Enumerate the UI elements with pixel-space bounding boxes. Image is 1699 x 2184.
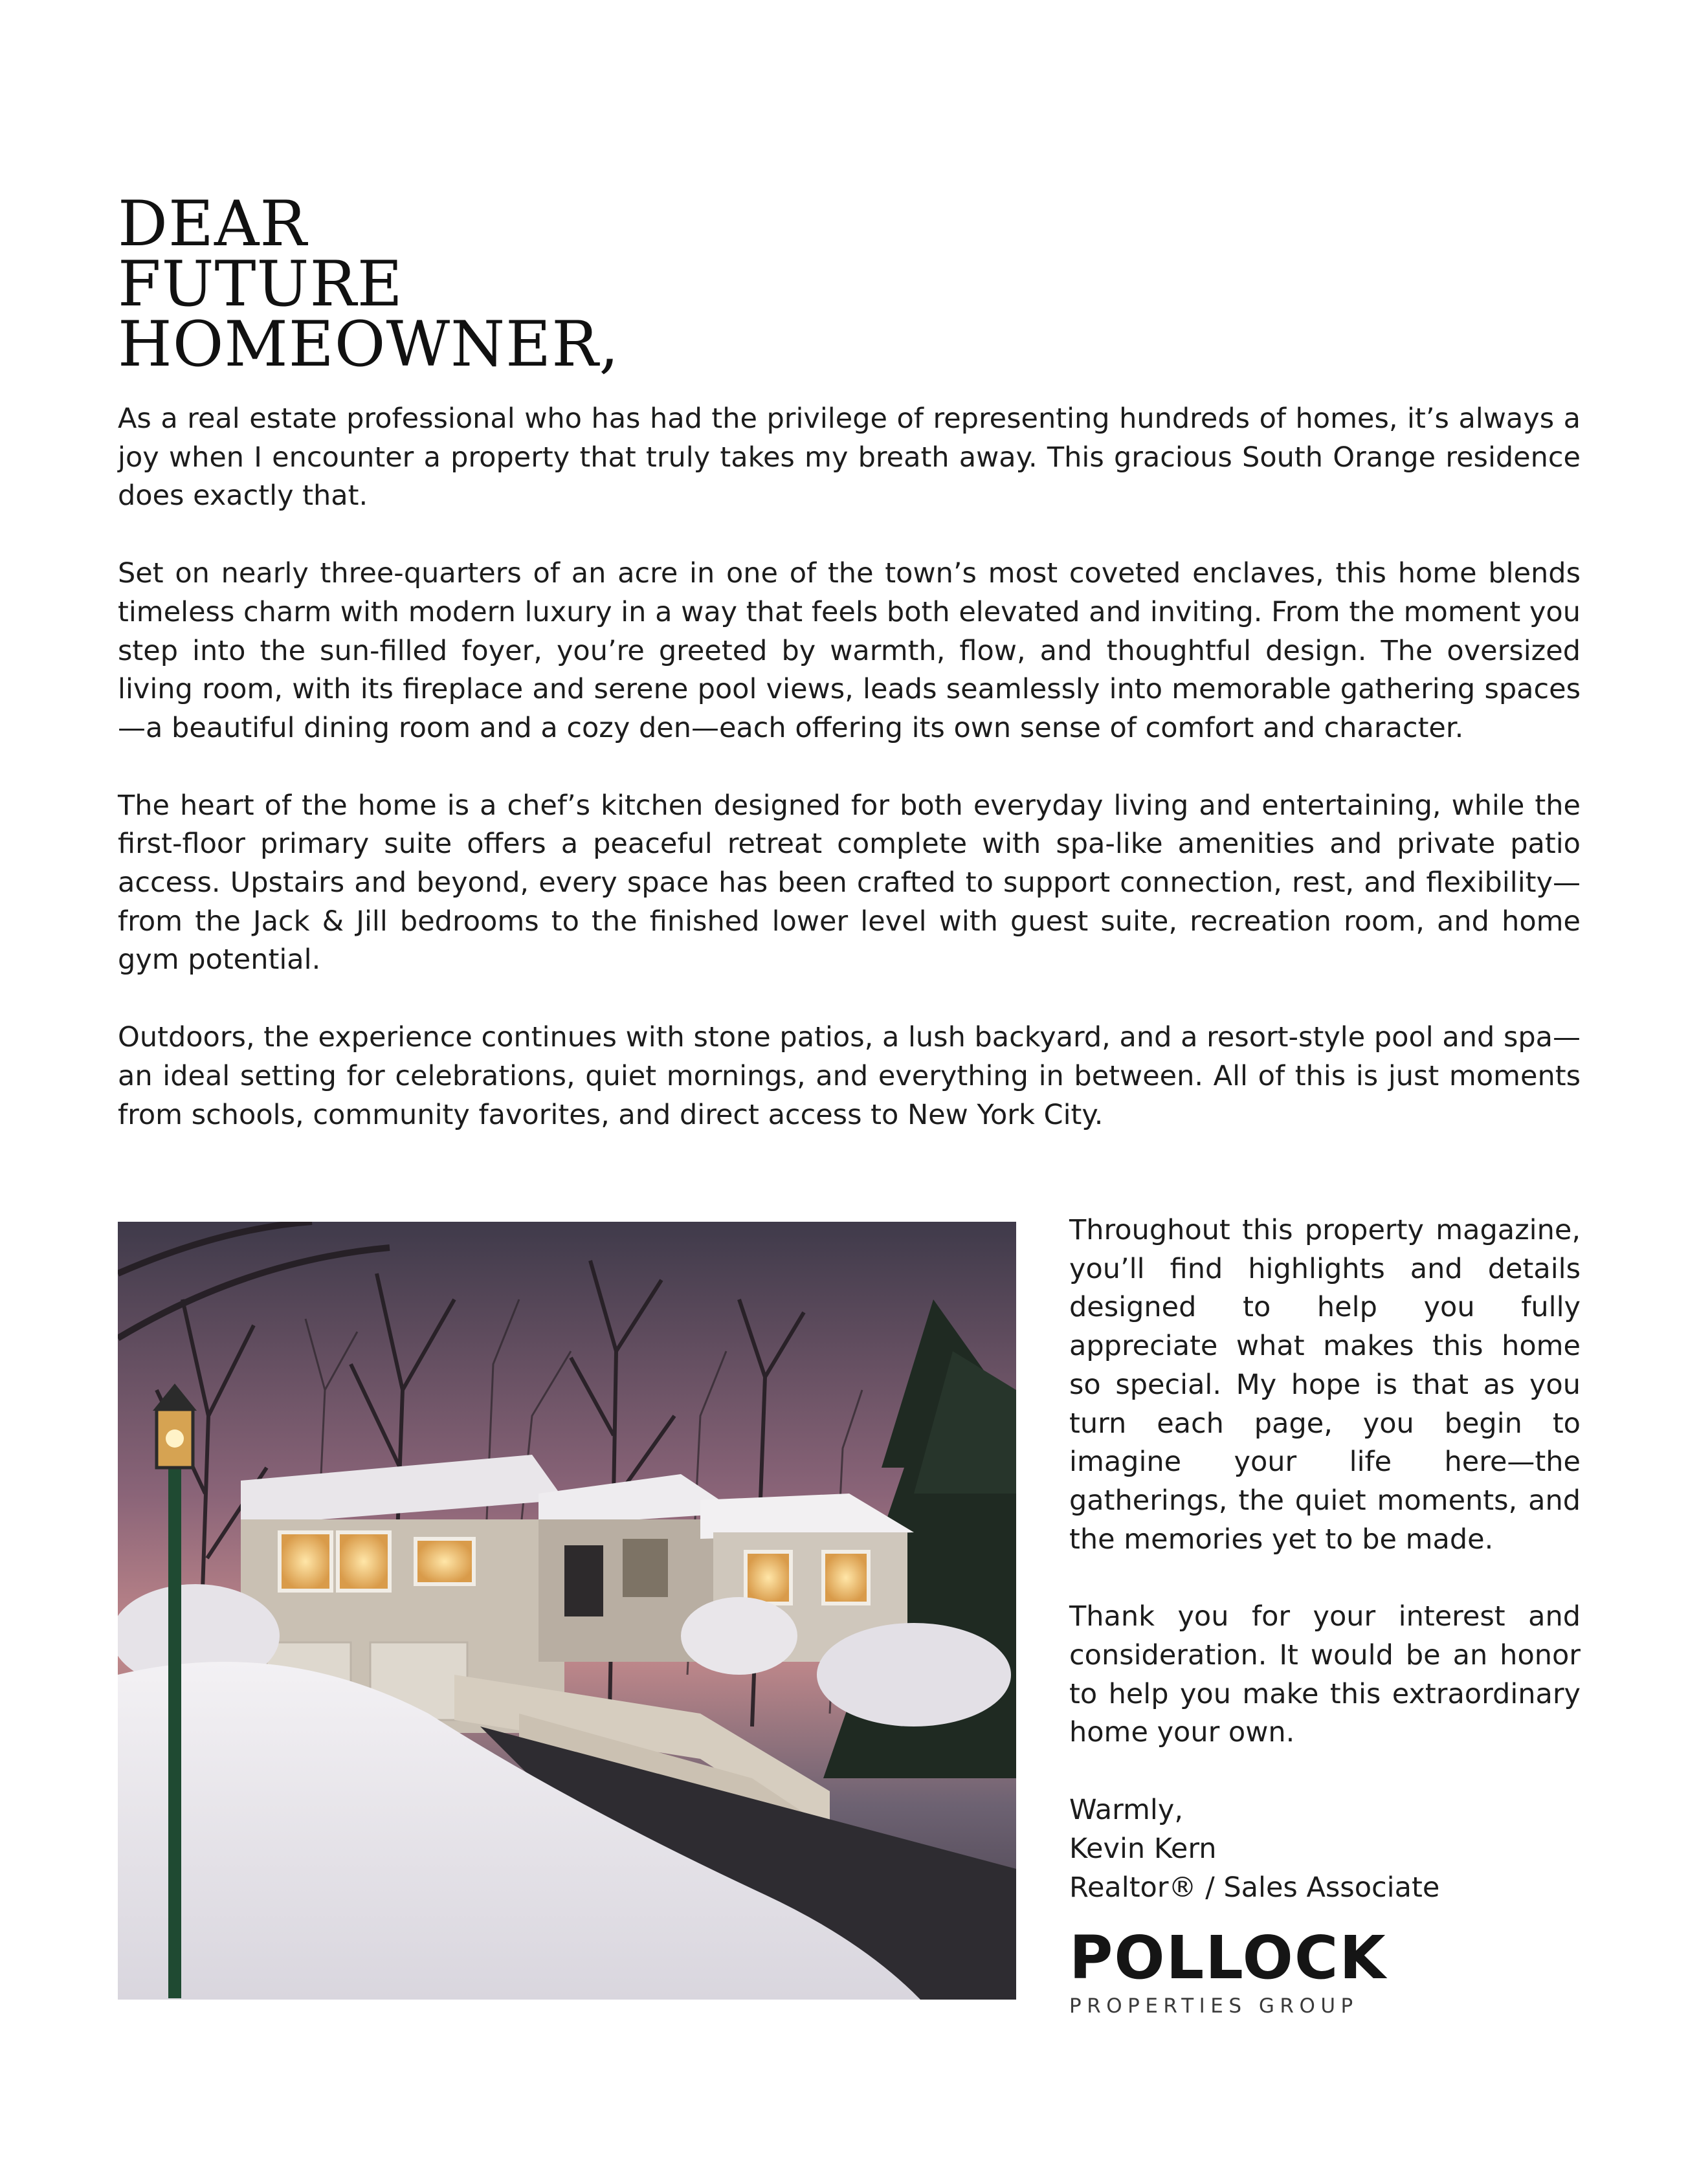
logo-subtitle: PROPERTIES GROUP <box>1069 1994 1359 2018</box>
house-photo <box>118 1222 1016 2000</box>
signature-closing: Warmly, <box>1069 1794 1183 1827</box>
letter-body <box>118 400 1581 1173</box>
closing-section <box>1069 1211 1581 1907</box>
letter-heading <box>118 188 620 381</box>
body-paragraph-1: As a real estate professional who has had the privilege of representing hundreds of homes, it’s always a joy when I encounter a property that truly takes my breath away. This gracious South Orange residence does exactly that. <box>118 403 1581 513</box>
heading-line-1: DEAR <box>118 188 307 260</box>
heading-line-3: HOMEOWNER, <box>118 308 620 381</box>
side-paragraph-1: Throughout this property magazine, you’ll find highlights and details designed to help you fully appreciate what makes this home so special. My hope is that as you turn each page, you begin to imagine your life here—the gatherings, the quiet moments, and the memories yet to be made. <box>1069 1214 1581 1556</box>
signature-block <box>1069 1791 1581 1907</box>
house-in-snow-illustration <box>118 1222 1016 2000</box>
side-paragraph-2: Thank you for your interest and consideration. It would be an honor to help you make this extraordinary home your own. <box>1069 1600 1581 1749</box>
logo-wordmark: POLLOCK <box>1069 1923 1387 1992</box>
body-paragraph-4: Outdoors, the experience continues with stone patios, a lush backyard, and a resort-style pool and spa—an ideal setting for celebrations, quiet mornings, and everything in between. All of this is just moments from schools, community favorites, and direct access to New York City. <box>118 1021 1581 1131</box>
company-logo <box>1069 1923 1387 2018</box>
body-paragraph-2: Set on nearly three-quarters of an acre in one of the town’s most coveted enclaves, this home blends timeless charm with modern luxury in a way that feels both elevated and inviting. From the moment you step into the sun-filled foyer, you’re greeted by warmth, flow, and thoughtful design. The oversized living room, with its fireplace and serene pool views, leads seamlessly into memorable gathering spaces—a beautiful dining room and a cozy den—each offering its own sense of comfort and character. <box>118 557 1581 744</box>
heading-line-2: FUTURE <box>118 248 403 320</box>
body-paragraph-3: The heart of the home is a chef’s kitchen designed for both everyday living and entertaining, while the first-floor primary suite offers a peaceful retreat complete with spa-like amenities and private patio access. Upstairs and beyond, every space has been crafted to support connection, rest, and flexibility—from the Jack & Jill bedrooms to the finished lower level with guest suite, recreation room, and home gym potential. <box>118 789 1581 976</box>
signature-title: Realtor® / Sales Associate <box>1069 1871 1440 1904</box>
signature-name: Kevin Kern <box>1069 1832 1217 1865</box>
